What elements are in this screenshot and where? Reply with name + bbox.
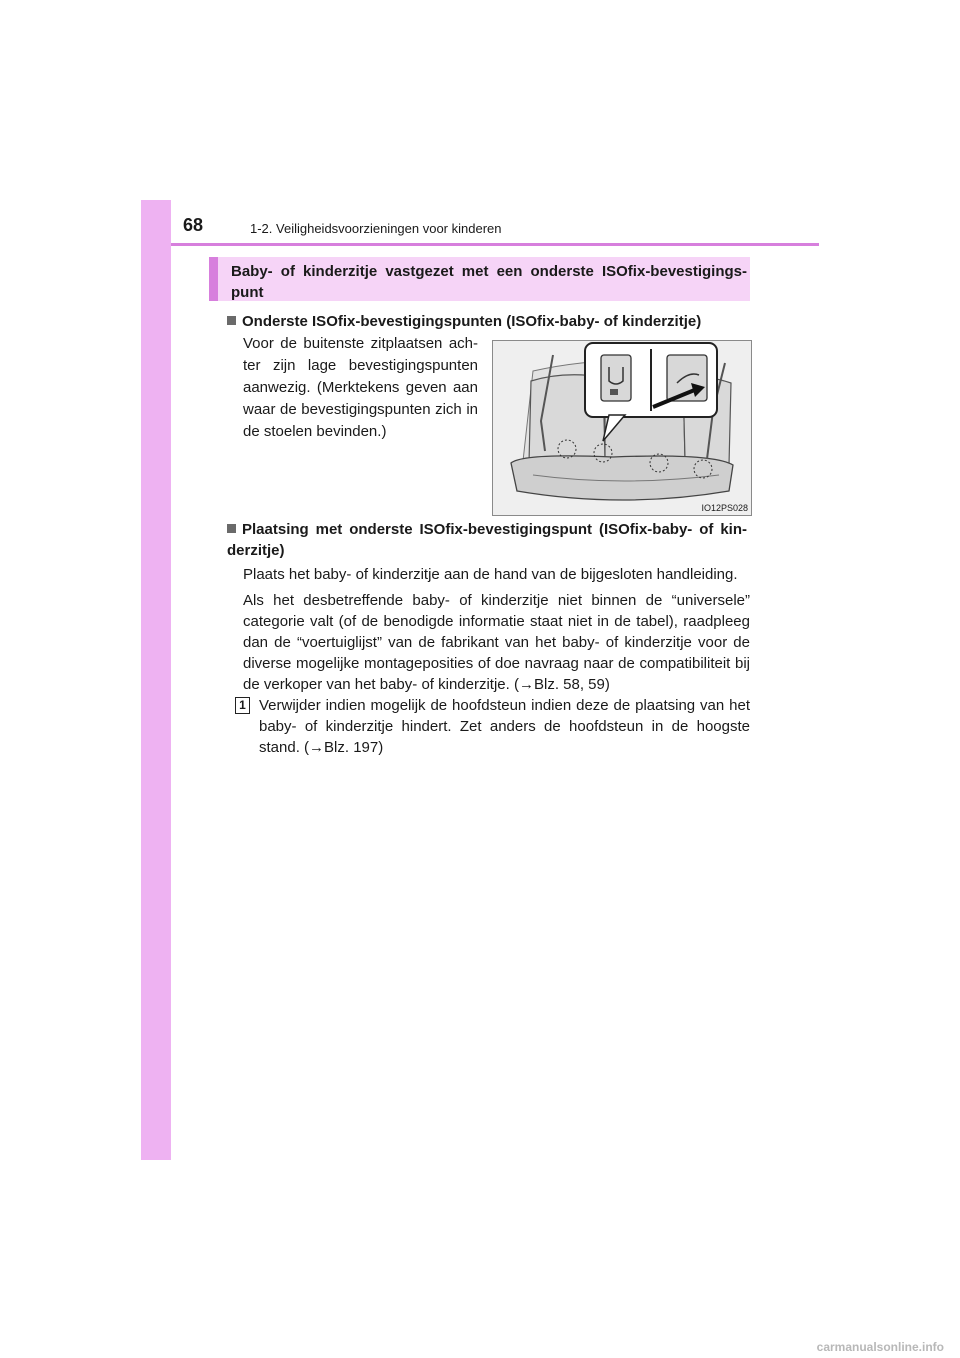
isofix-seat-illustration [492, 340, 752, 516]
page-number: 68 [183, 215, 204, 235]
topic-title: Baby- of kinderzitje vastgezet met een onderste ISOfix-bevestigings-punt [231, 263, 747, 301]
step1-text: Verwijder indien mogelijk de hoofdsteun indien deze de plaatsing van het baby- of kinderzitje hindert. Zet anders de hoofdsteun in de hoogste stand. (→Blz. 197) [259, 697, 750, 756]
square-bullet-icon [227, 316, 236, 325]
section2-paragraph-2: Als het desbetreffende baby- of kinderzitje niet binnen de “universele” categorie valt (of de benodigde informatie staat niet in de tabel), raadpleeg dan de “voertuiglijst” van de fabrikant van het baby- of kinderzitje voor de diverse mogelijke montageposities of doe navraag naar de compatibiliteit bij de verkoper van het baby- of kinderzitje. (→Blz. 58, 59) [243, 592, 750, 693]
header-divider [171, 243, 819, 246]
section1-heading [227, 311, 747, 332]
section2-paragraph-1: Plaats het baby- of kinderzitje aan de hand van de bijgesloten handleiding. [243, 566, 738, 583]
square-bullet-icon [227, 524, 236, 533]
section-title: 1-2. Veiligheidsvoorzieningen voor kinderen [250, 221, 502, 236]
section1-body: Voor de buitenste zitplaatsen ach-ter zijn lage bevestigingspunten aanwezig. (Merktekens geven aan waar de bevestigingspunten zich in de stoelen bevinden.) [243, 335, 478, 440]
chapter-sidebar [141, 200, 171, 1160]
step-number-badge: 1 [235, 697, 250, 714]
seat-diagram-icon [493, 341, 751, 515]
section2-heading-text: Plaatsing met onderste ISOfix-bevestigingspunt (ISOfix-baby- of kin-derzitje) [227, 521, 747, 559]
figure-code: IO12PS028 [701, 503, 748, 513]
topic-box [209, 257, 750, 301]
site-watermark: carmanualsonline.info [816, 1340, 944, 1354]
section2-heading [227, 519, 747, 561]
section1-heading-text: Onderste ISOfix-bevestigingspunten (ISOfix-baby- of kinderzitje) [242, 313, 702, 330]
